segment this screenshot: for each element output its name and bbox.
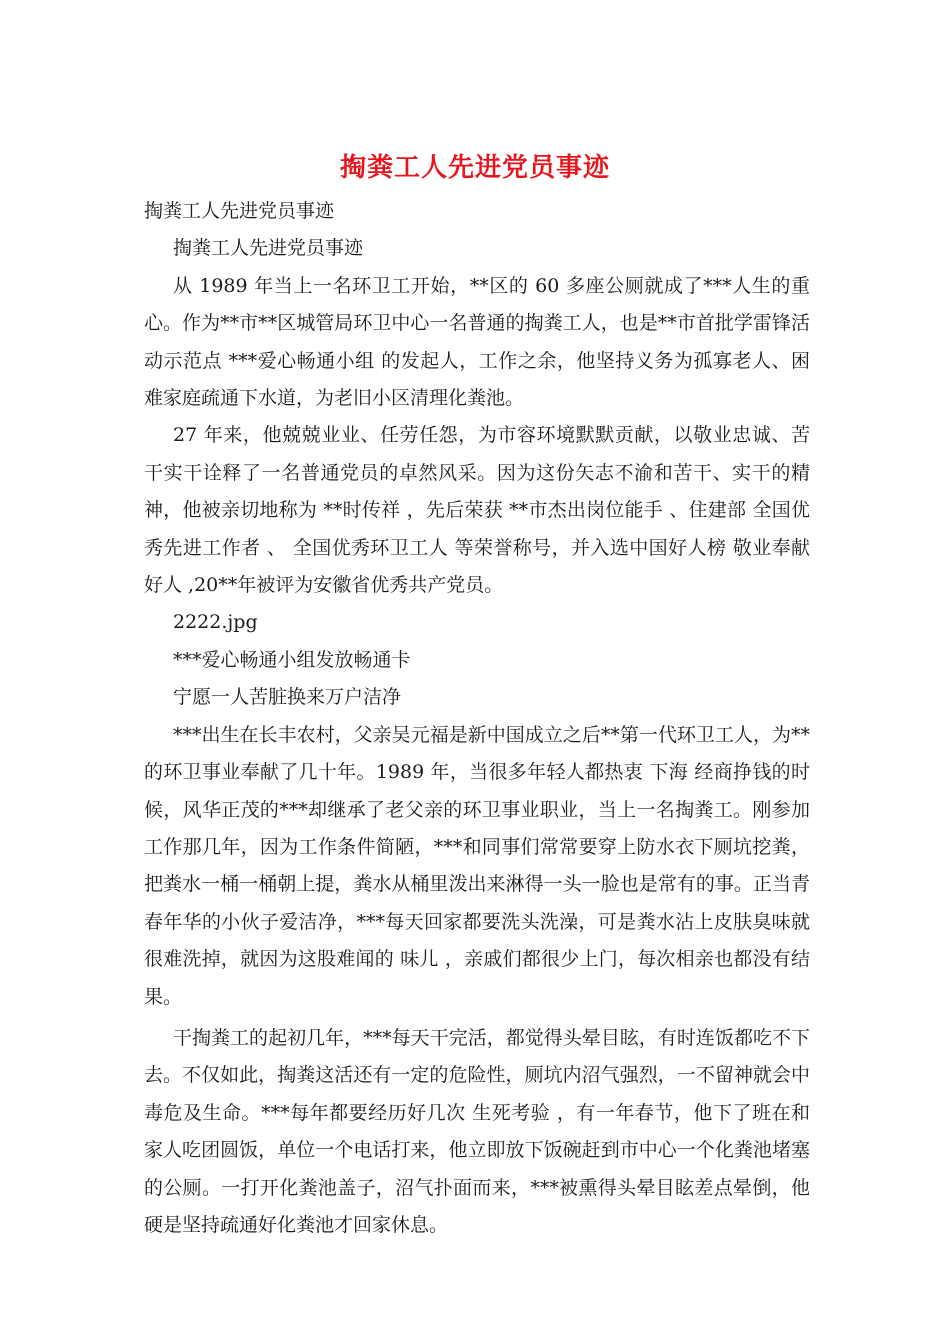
section-heading: 宁愿一人苦脏换来万户洁净 xyxy=(173,686,402,709)
paragraph-background: ***出生在长丰农村，父亲吴元福是新中国成立之后**第一代环卫工人，为**的环卫事业奉献了几十年。1989 年，当很多年轻人都热衷 下海 经商挣钱的时候，风华正茂的***却继承了老父亲的环卫事业职业，当上一名掏粪工。刚参加工作那几年，因为工作条件简陋，***和同事们常常要穿上防水衣下厕坑挖粪，把粪水一桶一桶朝上提，粪水从桶里泼出来淋得一头一脸也是常有的事。正当青春年华的小伙子爱洁净，***每天回家都要洗头洗澡，可是粪水沾上皮肤臭味就很难洗掉，就因为这股难闻的 味儿 ，亲戚们都很少上门，每次相亲也都没有结果。 xyxy=(144,723,810,1008)
paragraph-hardship: 干掏粪工的起初几年，***每天干完活，都觉得头晕目眩，有时连饭都吃不下去。不仅如此，掏粪这活还有一定的危险性，厕坑内沼气强烈，一不留神就会中毒危及生命。***每年都要经历好几次 生死考验 ，有一年春节，他下了班在和家人吃团圆饭，单位一个电话打来，他立即放下饭碗赶到市中心一个化粪池堵塞的公厕。一打开化粪池盖子，沼气扑面而来，***被熏得头晕目眩差点晕倒，他硬是坚持疏通好化粪池才回家休息。 xyxy=(144,1026,810,1236)
heading-line: 掏粪工人先进党员事迹 xyxy=(173,237,364,260)
paragraph-intro: 从 1989 年当上一名环卫工开始，**区的 60 多座公厕就成了***人生的重心。作为**市**区城管局环卫中心一名普通的掏粪工人，也是**市首批学雷锋活动示范点 ***爱心畅通小组 的发起人，工作之余，他坚持义务为孤寡老人、困难家庭疏通下水道，为老旧小区清理化粪池。 xyxy=(144,274,810,410)
image-caption: ***爱心畅通小组发放畅通卡 xyxy=(173,648,411,671)
document-title: 掏粪工人先进党员事迹 xyxy=(339,153,610,183)
document-body xyxy=(144,193,810,1244)
subtitle-line: 掏粪工人先进党员事迹 xyxy=(144,200,335,222)
image-filename: 2222.jpg xyxy=(173,611,258,634)
paragraph-honors: 27 年来，他兢兢业业、任劳任怨，为市容环境默默贡献，以敬业忠诚、苦干实干诠释了一名普通党员的卓然风采。因为这份矢志不渝和苦干、实干的精神，他被亲切地称为 **时传祥 ，先后荣获 **市杰出岗位能手 、住建部 全国优秀先进工作者 、 全国优秀环卫工人 等荣誉称号，并入选中国好人榜 敬业奉献好人 ,20**年被评为安徽省优秀共产党员。 xyxy=(144,424,810,597)
